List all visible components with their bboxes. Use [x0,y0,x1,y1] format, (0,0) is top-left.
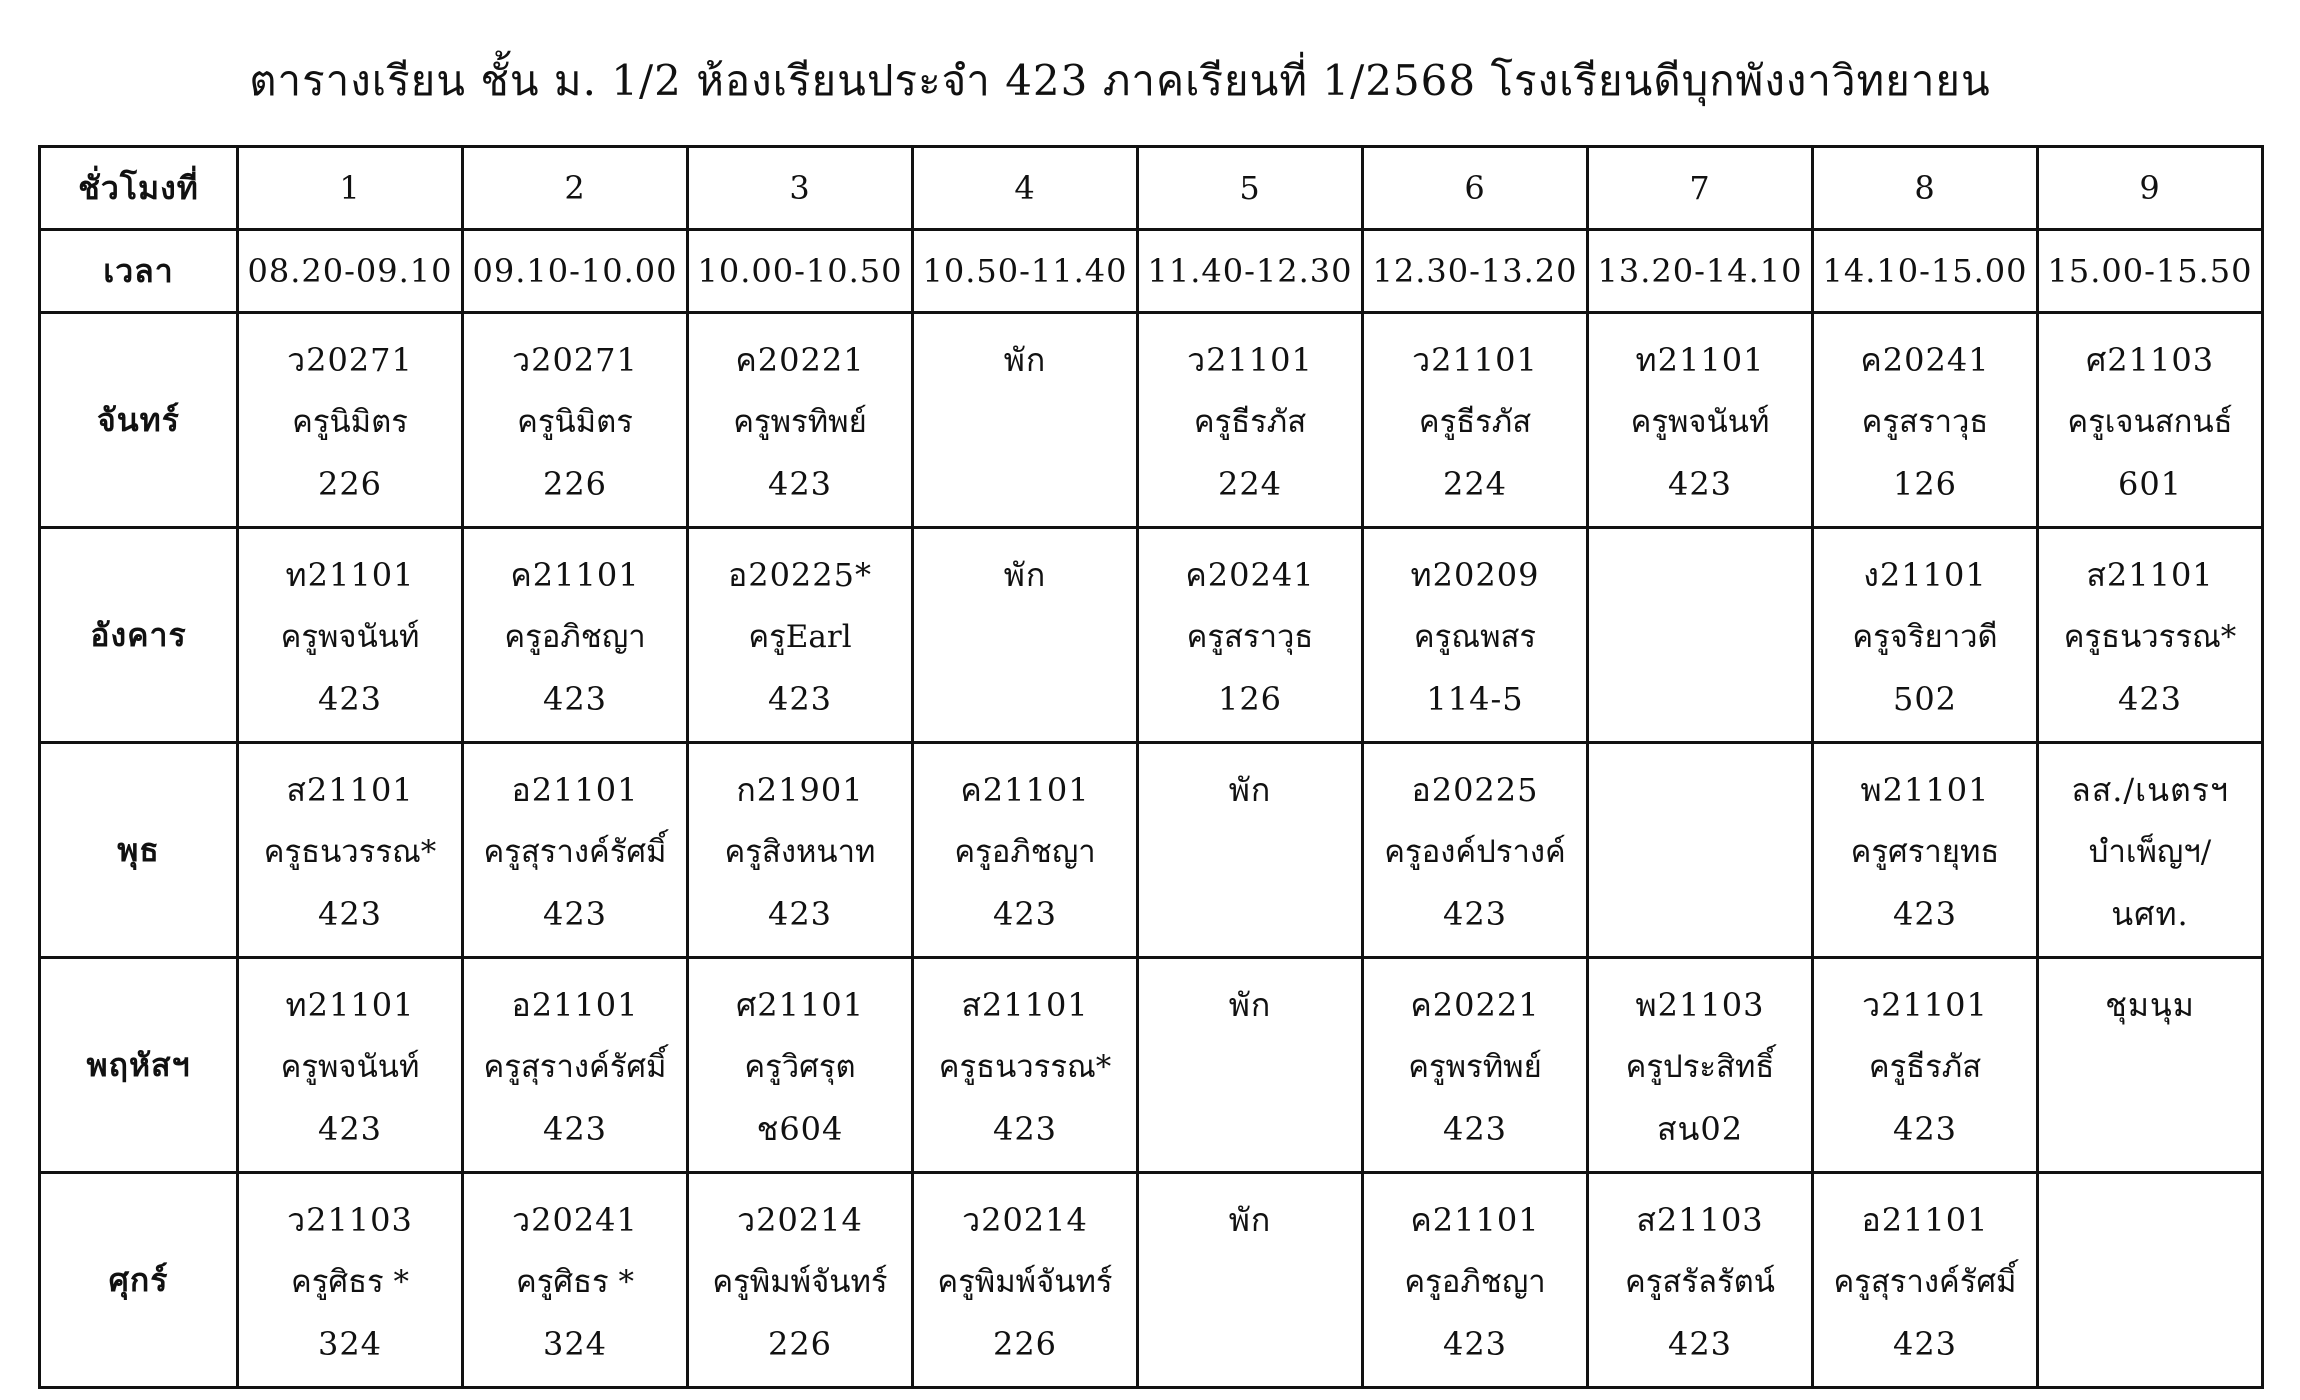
subject-code: ว21103 [287,1201,413,1239]
subject-code: ศ21103 [2085,341,2215,379]
schedule-cell [1363,1173,1588,1388]
schedule-cell [1588,958,1813,1173]
subject-code: ค20241 [1860,341,1990,379]
teacher-name: ครูอภิชญา [954,834,1096,870]
room-number: 423 [1892,1325,1958,1363]
schedule-cell [688,313,913,528]
schedule-cell [688,743,913,958]
subject-code: พัก [1003,556,1047,594]
subject-code: ว20271 [512,341,638,379]
schedule-cell [1138,743,1363,958]
schedule-cell [463,528,688,743]
page-title: ตารางเรียน ชั้น ม. 1/2 ห้องเรียนประจำ 423 ภาคเรียนที่ 1/2568 โรงเรียนดีบุกพังงาวิทยายน [249,56,1991,105]
teacher-name: ครูนิมิตร [517,404,633,440]
teacher-name: ครูธนวรรณ* [938,1049,1112,1085]
subject-code: อ20225 [1411,771,1539,809]
subject-code: ว21101 [1862,986,1988,1024]
room-number: 601 [2117,465,2183,503]
subject-code: ส21101 [961,986,1089,1024]
schedule-cell [238,1173,463,1388]
schedule-cell [463,1173,688,1388]
schedule-cell [688,528,913,743]
room-number: สน02 [1656,1110,1744,1148]
teacher-name: ครูพจนันท์ [280,619,420,655]
schedule-cell [1588,528,1813,743]
room-number: 423 [1892,1110,1958,1148]
day-label: ศุกร์ [40,1173,238,1388]
subject-code: พัก [1228,1201,1272,1239]
teacher-name: ครูอภิชญา [504,619,646,655]
room-number: 502 [1892,680,1958,718]
subject-code: อ21101 [1861,1201,1989,1239]
teacher-name: ครูธนวรรณ* [263,834,437,870]
subject-code: ส21101 [286,771,414,809]
room-number: 423 [767,680,833,718]
period-time: 12.30-13.20 [1363,230,1588,313]
schedule-cell [1813,958,2038,1173]
subject-code: พัก [1228,986,1272,1024]
period-label: ชั่วโมงที่ [40,147,238,230]
period-number: 5 [1138,147,1363,230]
room-number: 423 [542,895,608,933]
teacher-name: ครูพิมพ์จันทร์ [937,1264,1113,1300]
room-number: 324 [317,1325,383,1363]
subject-code: ว20214 [737,1201,863,1239]
period-time: 09.10-10.00 [463,230,688,313]
period-time: 13.20-14.10 [1588,230,1813,313]
schedule-cell [238,958,463,1173]
day-row [40,528,2263,743]
teacher-name: ครูสุรางค์รัศมิ์ [483,1049,667,1085]
schedule-cell [1138,958,1363,1173]
schedule-cell [1813,313,2038,528]
teacher-name: ครูธนวรรณ* [2063,619,2237,655]
room-number: ช604 [756,1110,844,1148]
room-number: 423 [992,1110,1058,1148]
schedule-cell [1588,743,1813,958]
schedule-cell [2038,958,2263,1173]
teacher-name: ครูประสิทธิ์ [1625,1049,1775,1085]
teacher-name: ครูเจนสกนธ์ [2067,404,2233,440]
subject-code: ชุมนุม [2105,986,2195,1024]
subject-code: ท21101 [1635,341,1765,379]
day-row [40,958,2263,1173]
subject-code: ว20214 [962,1201,1088,1239]
subject-code: ศ21101 [735,986,865,1024]
subject-code: ค21101 [960,771,1090,809]
room-number: 226 [992,1325,1058,1363]
subject-code: ว21101 [1412,341,1538,379]
teacher-name: ครูนิมิตร [292,404,408,440]
day-row [40,1173,2263,1388]
teacher-name: ครูพรทิพย์ [733,404,867,440]
day-row [40,743,2263,958]
room-number: 423 [1442,1110,1508,1148]
day-label: อังคาร [40,528,238,743]
teacher-name: ครูธีรภัส [1868,1049,1982,1085]
teacher-name: ครูองค์ปรางค์ [1384,834,1566,870]
teacher-name: ครูพรทิพย์ [1408,1049,1542,1085]
room-number: 114-5 [1426,680,1524,718]
room-number: 226 [542,465,608,503]
schedule-cell [913,958,1138,1173]
day-row [40,313,2263,528]
time-row [40,230,2263,313]
room-number: 224 [1442,465,1508,503]
subject-code: ค20221 [1410,986,1540,1024]
teacher-name: ครูศิธร * [291,1264,409,1300]
period-number: 4 [913,147,1138,230]
subject-code: ส21103 [1636,1201,1764,1239]
room-number: 226 [767,1325,833,1363]
period-number: 3 [688,147,913,230]
room-number: นศท. [2111,895,2189,933]
schedule-cell [238,528,463,743]
room-number: 423 [317,1110,383,1148]
subject-code: ลส./เนตรฯ [2071,771,2229,809]
period-number: 6 [1363,147,1588,230]
room-number: 423 [1667,465,1733,503]
period-number: 1 [238,147,463,230]
schedule-cell [913,528,1138,743]
schedule-cell [2038,743,2263,958]
schedule-cell [238,743,463,958]
schedule-cell [1138,1173,1363,1388]
schedule-cell [463,743,688,958]
subject-code: ค20241 [1185,556,1315,594]
period-number: 9 [2038,147,2263,230]
room-number: 423 [2117,680,2183,718]
subject-code: ก21901 [736,771,864,809]
subject-code: อ20225* [727,556,872,594]
schedule-cell [688,1173,913,1388]
room-number: 423 [1892,895,1958,933]
teacher-name: ครูศรายุทธ [1850,834,2000,870]
period-time: 08.20-09.10 [238,230,463,313]
schedule-cell [1138,313,1363,528]
schedule-cell [1588,1173,1813,1388]
teacher-name: ครูสุรางค์รัศมิ์ [1833,1264,2017,1300]
schedule-cell [2038,1173,2263,1388]
subject-code: ว20271 [287,341,413,379]
schedule-cell [1813,1173,2038,1388]
schedule-cell [463,313,688,528]
room-number: 126 [1892,465,1958,503]
teacher-name: ครูธีรภัส [1418,404,1532,440]
subject-code: ว21101 [1187,341,1313,379]
subject-code: อ21101 [511,771,639,809]
teacher-name: ครูสิงหนาท [724,834,876,870]
room-number: 423 [317,895,383,933]
period-time: 11.40-12.30 [1138,230,1363,313]
schedule-cell [1363,743,1588,958]
schedule-cell [1363,528,1588,743]
subject-code: ค20221 [735,341,865,379]
teacher-name: ครูพจนันท์ [280,1049,420,1085]
schedule-cell [1813,743,2038,958]
period-row [40,147,2263,230]
teacher-name: ครูพจนันท์ [1630,404,1770,440]
room-number: 423 [767,895,833,933]
schedule-cell [688,958,913,1173]
subject-code: ง21101 [1863,556,1987,594]
teacher-name: ครูจริยาวดี [1852,619,1998,655]
schedule-cell [1363,313,1588,528]
room-number: 423 [1442,1325,1508,1363]
room-number: 423 [1442,895,1508,933]
teacher-name: ครูณพสร [1413,619,1537,655]
subject-code: อ21101 [511,986,639,1024]
teacher-name: ครูสรัลรัตน์ [1625,1264,1775,1300]
subject-code: พ21101 [1860,771,1990,809]
schedule-cell [2038,313,2263,528]
period-number: 2 [463,147,688,230]
subject-code: ท21101 [285,986,415,1024]
schedule-cell [1588,313,1813,528]
schedule-cell [1813,528,2038,743]
schedule-cell [238,313,463,528]
room-number: 423 [767,465,833,503]
room-number: 226 [317,465,383,503]
period-number: 7 [1588,147,1813,230]
room-number: 126 [1217,680,1283,718]
period-time: 10.00-10.50 [688,230,913,313]
schedule-cell [463,958,688,1173]
schedule-cell [1138,528,1363,743]
subject-code: พัก [1228,771,1272,809]
day-label: พฤหัสฯ [40,958,238,1173]
schedule-cell [913,1173,1138,1388]
schedule-cell [913,313,1138,528]
teacher-name: ครูพิมพ์จันทร์ [712,1264,888,1300]
schedule-cell [913,743,1138,958]
room-number: 423 [992,895,1058,933]
teacher-name: ครูสราวุธ [1186,619,1314,655]
teacher-name: ครูศิธร * [516,1264,634,1300]
teacher-name: ครูวิศรุต [744,1049,856,1085]
room-number: 224 [1217,465,1283,503]
subject-code: ค21101 [510,556,640,594]
subject-code: ท20209 [1410,556,1540,594]
timetable [38,145,2264,1389]
subject-code: ส21101 [2086,556,2214,594]
subject-code: พ21103 [1635,986,1765,1024]
day-label: พุธ [40,743,238,958]
subject-code: ค21101 [1410,1201,1540,1239]
room-number: 423 [1667,1325,1733,1363]
teacher-name: ครูEarl [748,619,852,655]
room-number: 423 [542,1110,608,1148]
teacher-name: บำเพ็ญฯ/ [2088,834,2212,870]
room-number: 423 [317,680,383,718]
schedule-cell [1363,958,1588,1173]
teacher-name: ครูสราวุธ [1861,404,1989,440]
room-number: 423 [542,680,608,718]
day-label: จันทร์ [40,313,238,528]
schedule-cell [2038,528,2263,743]
subject-code: ว20241 [512,1201,638,1239]
period-time: 15.00-15.50 [2038,230,2263,313]
subject-code: พัก [1003,341,1047,379]
time-label: เวลา [40,230,238,313]
room-number: 324 [542,1325,608,1363]
period-number: 8 [1813,147,2038,230]
period-time: 14.10-15.00 [1813,230,2038,313]
teacher-name: ครูอภิชญา [1404,1264,1546,1300]
teacher-name: ครูสุรางค์รัศมิ์ [483,834,667,870]
teacher-name: ครูธีรภัส [1193,404,1307,440]
period-time: 10.50-11.40 [913,230,1138,313]
subject-code: ท21101 [285,556,415,594]
